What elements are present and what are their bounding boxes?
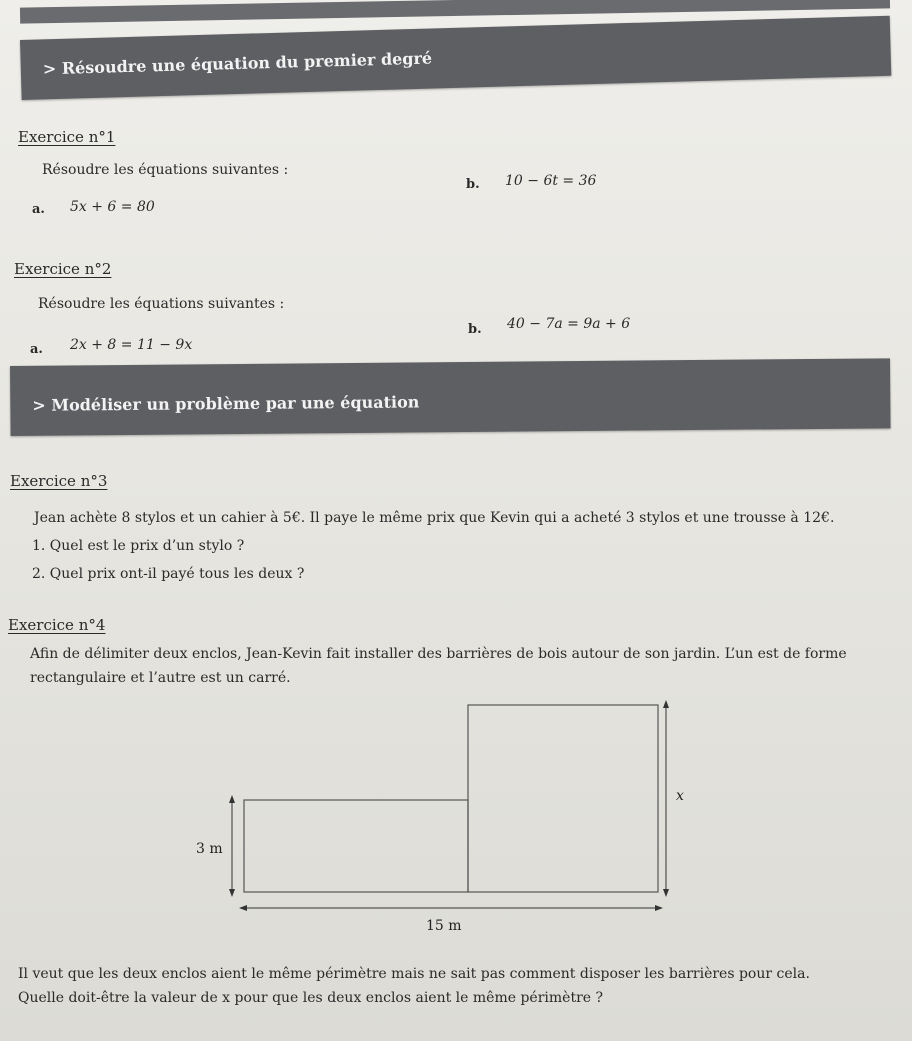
exercise-4-heading: Exercice n°4 — [8, 616, 106, 634]
height-arrow-bottom — [229, 889, 235, 897]
x-arrow-bottom — [663, 889, 669, 897]
exercise-1-b-equation: 10 − 6t = 36 — [505, 173, 597, 189]
exercise-1-instruction: Résoudre les équations suivantes : — [42, 162, 289, 178]
exercise-3-question-2: 2. Quel prix ont-il payé tous les deux ? — [32, 566, 305, 582]
exercise-4-text-line-1: Afin de délimiter deux enclos, Jean-Kevin fait installer des barrières de bois autour de son jardin. L’un est de forme — [30, 646, 847, 662]
exercise-2-heading: Exercice n°2 — [14, 260, 112, 278]
x-label: x — [676, 788, 684, 804]
exercise-1-a-equation: 5x + 6 = 80 — [70, 199, 155, 215]
exercise-4-conclusion-line-2: Quelle doit-être la valeur de x pour que les deux enclos aient le même périmètre ? — [18, 990, 604, 1006]
exercise-2-a-label: a. — [30, 342, 43, 357]
exercise-1-a-label: a. — [32, 202, 45, 217]
x-arrow-top — [663, 700, 669, 708]
exercise-2-a-equation: 2x + 8 = 11 − 9x — [70, 337, 193, 353]
exercise-1-heading: Exercice n°1 — [18, 128, 116, 146]
exercise-2-b-label: b. — [468, 322, 482, 337]
section-title-2: > Modéliser un problème par une équation — [32, 392, 420, 415]
width-arrow-left — [239, 905, 247, 911]
exercise-2-instruction: Résoudre les équations suivantes : — [38, 296, 285, 312]
exercise-1-b-label: b. — [466, 177, 480, 192]
height-label: 3 m — [196, 841, 223, 857]
square-enclosure — [468, 705, 658, 892]
exercise-3-heading: Exercice n°3 — [10, 472, 108, 490]
exercise-4-text-line-2: rectangulaire et l’autre est un carré. — [30, 670, 291, 686]
rectangle-enclosure — [244, 800, 468, 892]
width-label: 15 m — [426, 918, 462, 934]
width-arrow-right — [655, 905, 663, 911]
exercise-4-conclusion-line-1: Il veut que les deux enclos aient le même périmètre mais ne sait pas comment disposer les barrières pour cela. — [18, 966, 810, 982]
exercise-3-question-1: 1. Quel est le prix d’un stylo ? — [32, 538, 245, 554]
exercise-2-b-equation: 40 − 7a = 9a + 6 — [507, 316, 631, 332]
section-title-1: > Résoudre une équation du premier degré — [42, 48, 433, 79]
height-arrow-top — [229, 795, 235, 803]
exercise-3-text: Jean achète 8 stylos et un cahier à 5€. Il paye le même prix que Kevin qui a acheté 3 stylos et une trousse à 12€. — [34, 510, 835, 526]
